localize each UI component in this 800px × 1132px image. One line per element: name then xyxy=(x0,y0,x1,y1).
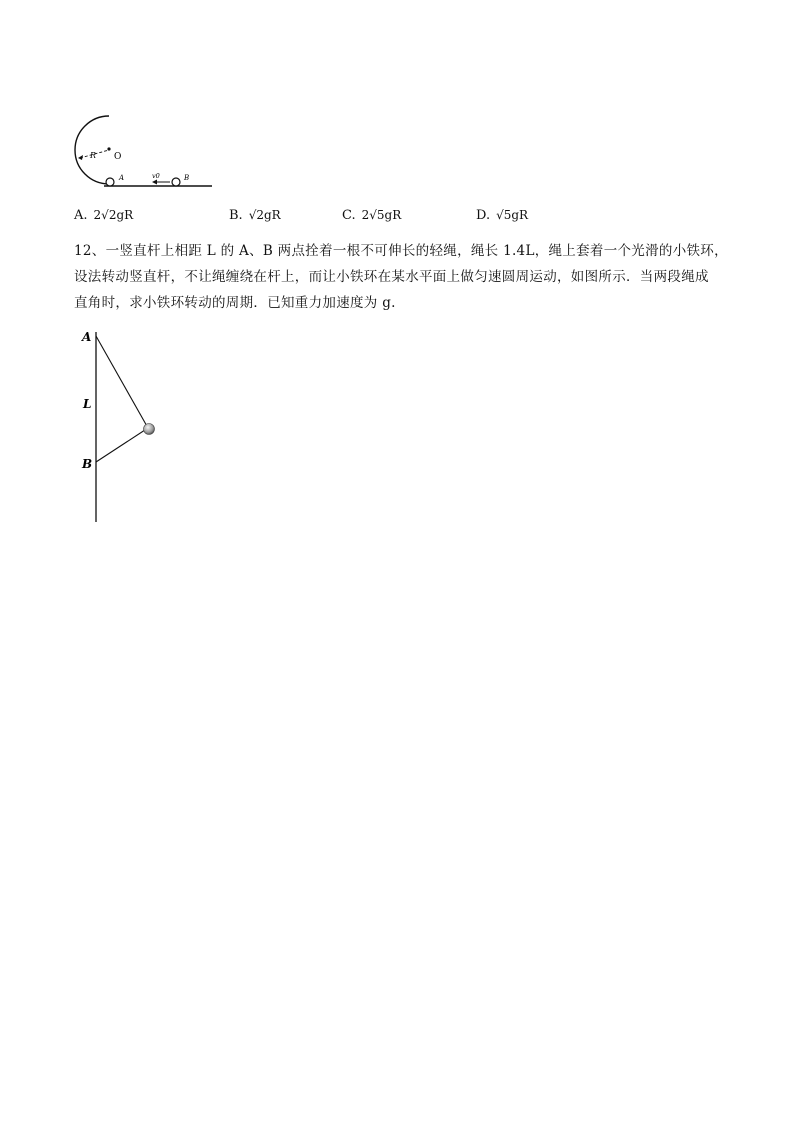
radius-arrowhead xyxy=(78,155,83,160)
ball-a xyxy=(106,178,114,186)
option-b-label: B. xyxy=(229,208,243,223)
option-a-value: 2√2gR xyxy=(93,208,134,222)
point-a-label: A xyxy=(119,174,125,182)
option-b-value: √2gR xyxy=(248,208,281,222)
option-a-label: A. xyxy=(74,208,88,223)
rod-rope-ring-figure xyxy=(76,322,176,527)
iron-ring xyxy=(144,424,155,435)
velocity-label: v0 xyxy=(152,172,160,180)
option-d-value: √5gR xyxy=(496,208,529,222)
question-12-line-3: 直角时，求小铁环转动的周期．已知重力加速度为 g. xyxy=(74,295,396,311)
ball-b xyxy=(172,178,180,186)
semicircle-track xyxy=(75,116,109,184)
radius-label: R xyxy=(90,151,97,160)
option-a[interactable] xyxy=(74,208,133,223)
label-b: B xyxy=(82,457,93,471)
label-l: L xyxy=(83,397,92,411)
question-12-line-2: 设法转动竖直杆，不让绳缠绕在杆上，而让小铁环在某水平面上做匀速圆周运动，如图所示．当两段绳成 xyxy=(74,269,709,285)
question-12 xyxy=(74,238,734,316)
option-d[interactable] xyxy=(476,208,528,223)
answer-options xyxy=(74,208,734,230)
label-a: A xyxy=(82,330,92,344)
option-c-label: C. xyxy=(342,208,356,223)
velocity-arrowhead xyxy=(152,180,157,185)
question-12-line-1: 12、一竖直杆上相距 L 的 A、B 两点拴着一根不可伸长的轻绳，绳长 1.4L，绳上套着一个光滑的小铁环， xyxy=(74,243,728,259)
top-dot xyxy=(107,147,110,150)
center-label: O xyxy=(114,152,122,162)
rope-upper xyxy=(96,336,148,428)
option-b[interactable] xyxy=(229,208,281,223)
option-c[interactable] xyxy=(342,208,401,223)
rope-lower xyxy=(96,428,148,462)
option-d-label: D. xyxy=(476,208,491,223)
option-c-value: 2√5gR xyxy=(361,208,402,222)
semicircle-track-figure xyxy=(66,108,226,198)
point-b-label: B xyxy=(184,174,190,182)
